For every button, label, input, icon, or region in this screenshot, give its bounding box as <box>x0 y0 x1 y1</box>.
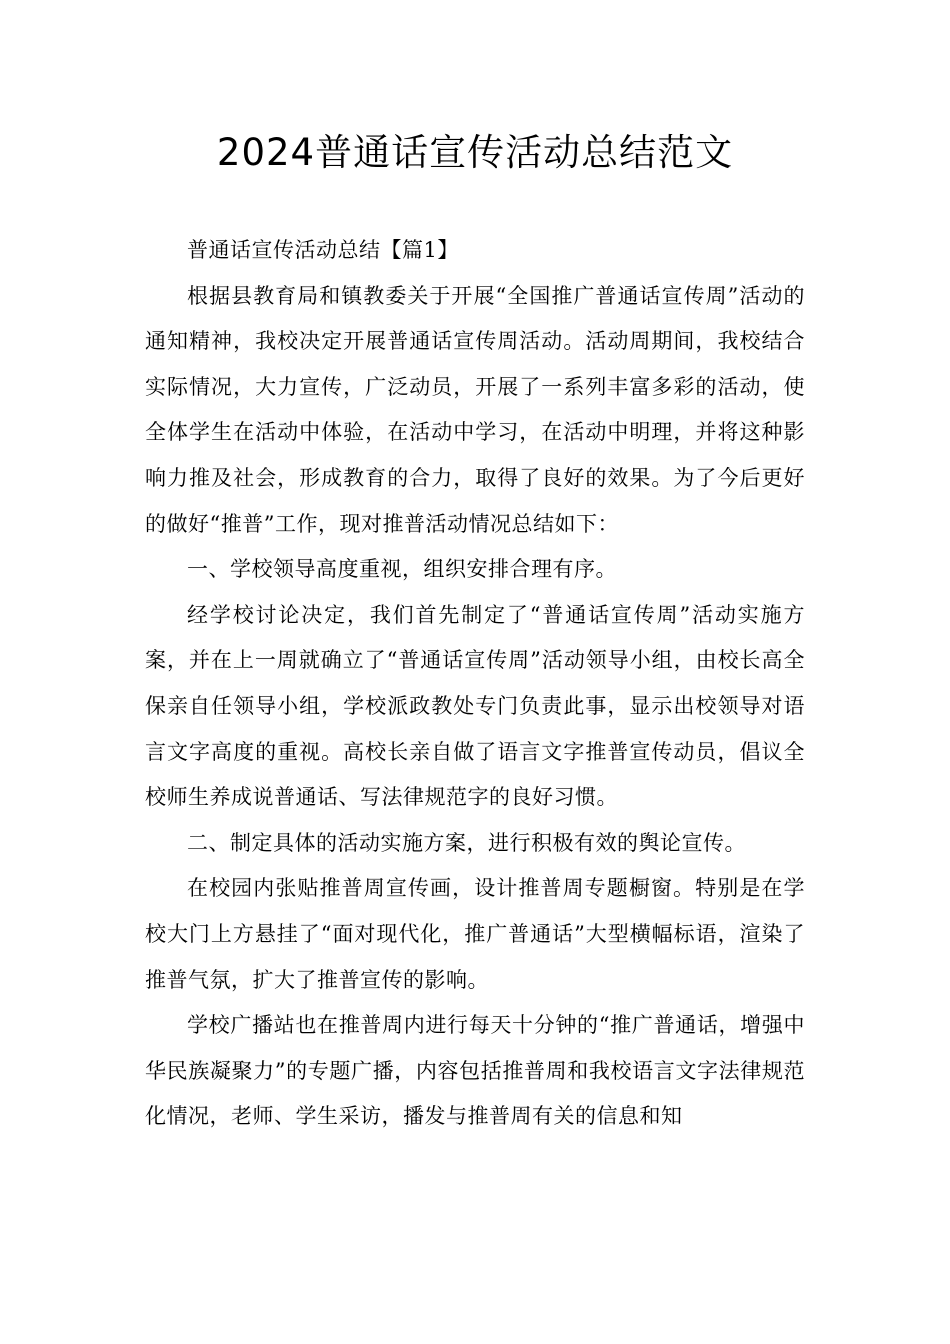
body-paragraph: 在校园内张贴推普周宣传画，设计推普周专题橱窗。特别是在学校大门上方悬挂了“面对现代化，推广普通话”大型横幅标语，渲染了推普气氛，扩大了推普宣传的影响。 <box>145 876 805 992</box>
body-paragraph: 经学校讨论决定，我们首先制定了“普通话宣传周”活动实施方案，并在上一周就确立了“普通话宣传周”活动领导小组，由校长高全保亲自任领导小组，学校派政教处专门负责此事，显示出校领导对语言文字高度的重视。高校长亲自做了语言文字推普宣传动员，倡议全校师生养成说普通话、写法律规范字的良好习惯。 <box>145 602 805 810</box>
section-heading-2: 二、制定具体的活动实施方案，进行积极有效的舆论宣传。 <box>187 830 746 855</box>
section-heading-1: 一、学校领导高度重视，组织安排合理有序。 <box>187 557 617 582</box>
intro-paragraph: 根据县教育局和镇教委关于开展“全国推广普通话宣传周”活动的通知精神，我校决定开展普通话宣传周活动。活动周期间，我校结合实际情况，大力宣传，广泛动员，开展了一系列丰富多彩的活动，使全体学生在活动中体验，在活动中学习，在活动中明理，并将这种影响力推及社会，形成教育的合力，取得了良好的效果。为了今后更好的做好“推普”工作，现对推普活动情况总结如下： <box>145 283 805 536</box>
section-heading-part-1: 普通话宣传活动总结【篇1】 <box>187 238 459 262</box>
document-body <box>145 228 805 1140</box>
document-title: 2024普通话宣传活动总结范文 <box>216 131 734 174</box>
body-paragraph: 学校广播站也在推普周内进行每天十分钟的“推广普通话，增强中华民族凝聚力”的专题广播，内容包括推普周和我校语言文字法律规范化情况，老师、学生采访，播发与推普周有关的信息和知 <box>145 1013 805 1129</box>
